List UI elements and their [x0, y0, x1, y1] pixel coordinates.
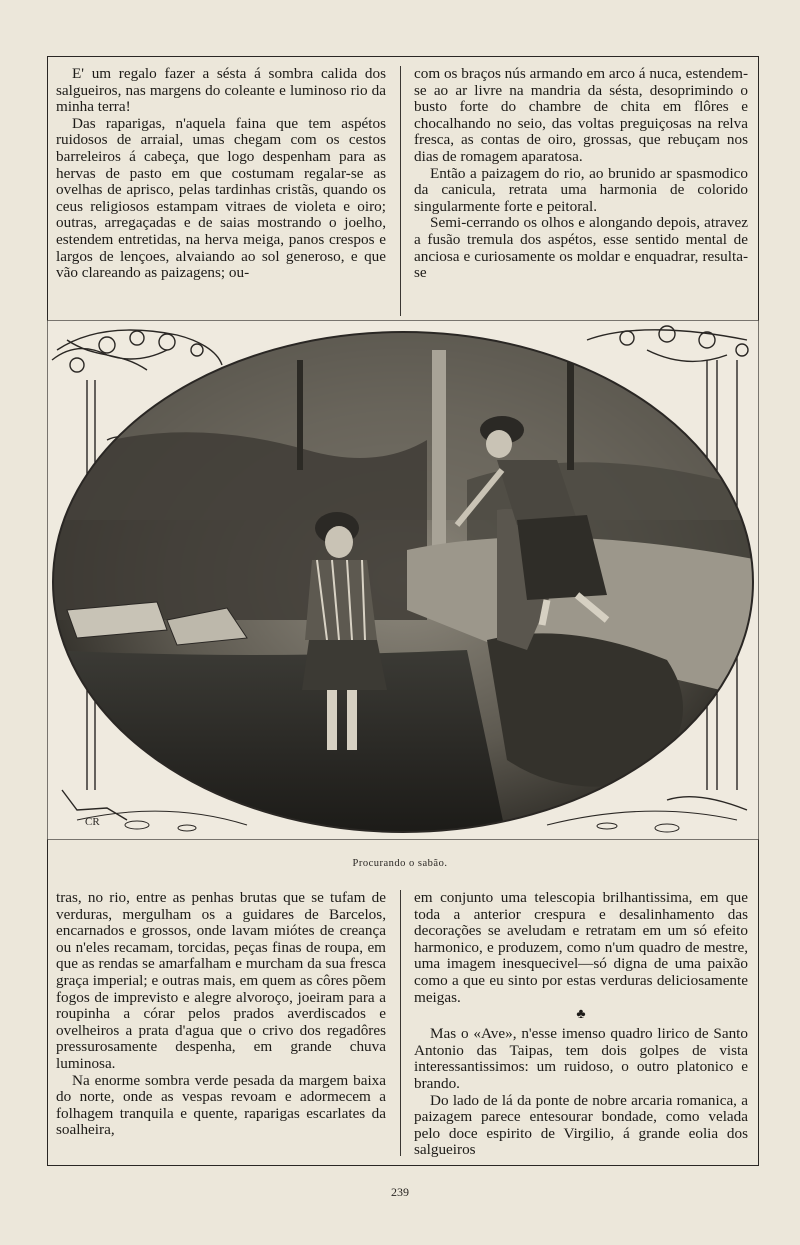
image-caption: Procurando o sabão.	[352, 858, 448, 869]
paragraph: Do lado de lá da ponte de nobre arcaria romanica, a paizagem parece entesourar bondade, como velada pelo doce espirito de Virgilio, á grande eolia dos salgueiros	[414, 1091, 748, 1159]
bottom-left-column	[56, 890, 386, 1139]
column-divider	[400, 66, 401, 316]
club-ornament-icon: ♣	[576, 1007, 586, 1023]
column-divider	[400, 890, 401, 1156]
paragraph: em conjunto uma telescopia brilhantissima, em que toda a anterior crespura e desalinhamento das decorações se aveludam e retratam em um só efeito harmonico, e produzem, como n'um quadro de mestre, uma imagem inesquecivel—só digna de uma paixão como a que eu sinto por estas verduras deliciosamente meigas.	[414, 889, 748, 1006]
paragraph: Das raparigas, n'aquela faina que tem aspétos ruidosos de arraial, umas chegam com os cestos barreleiros á cabeça, que logo despenham para as hervas de pasto em que costumam regalar-se as ovelhas de aprisco, pelas tardinhas cristãs, quando os ceus religiosos estampam vitraes de violeta e oiro; outras, arregaçadas e de saias mostrando o joelho, estendem entretidas, na herva meiga, panos crespos e largos de lençoes, alvaiando ao sol generoso, e que vão clareando as paizagens; ou-	[56, 114, 386, 282]
photo-illustration	[47, 320, 759, 840]
paragraph: Então a paizagem do rio, ao brunido ar spasmodico da canicula, retrata uma harmonia de colorido singularmente forte e peitoral.	[414, 164, 748, 215]
bottom-right-column	[414, 890, 748, 1159]
top-right-column	[414, 66, 748, 282]
paragraph: Mas o «Ave», n'esse imenso quadro lirico de Santo Antonio das Taipas, tem dois golpes de vista interessantissimos: um ruidoso, o outro platonico e brando.	[414, 1025, 748, 1092]
paragraph: Na enorme sombra verde pesada da margem baixa do norte, onde as vespas revoam e adormecem a folhagem tranquila e quente, raparigas escarlates da soalheira,	[56, 1071, 386, 1139]
paragraph: Semi-cerrando os olhos e alongando depois, atravez a fusão tremula dos aspétos, esse sentido mental de anciosa e curiosamente os moldar e enquadrar, resulta-se	[414, 214, 748, 282]
page-number: 239	[391, 1185, 409, 1199]
top-left-column	[56, 66, 386, 282]
paragraph: E' um regalo fazer a sésta á sombra calida dos salgueiros, nas margens do coleante e luminoso rio da minha terra!	[56, 65, 386, 116]
artist-signature: CR	[85, 816, 100, 828]
paragraph: tras, no rio, entre as penhas brutas que se tufam de verduras, mergulham os a guidares de Barcelos, encarnados e grossos, onde lavam miótes de creança ou n'eles recamam, torcidas, peças finas de roupa, em que as rendas se amarfalham e murcham da sua fresca graça imperial; e outras mais, em quem as côres põem fogos de imprevisto e alegre alvoroço, joeiram para a roupinha a córar pelos prados averdiscados e ovelheiros a prata d'agua que o crivo dos regadôres pressurosamente despenha, em grande chuva luminosa.	[56, 889, 386, 1072]
paragraph: com os braços nús armando em arco á nuca, estendem-se ao ar livre na mandria da sésta, desoprimindo o busto forte do chambre de chita em flôres e chocalhando no seio, das voltas preguiçosas na relva fresca, as contas de oiro, grossas, que rebuçam nos dias de romagem aparatosa.	[414, 65, 748, 165]
